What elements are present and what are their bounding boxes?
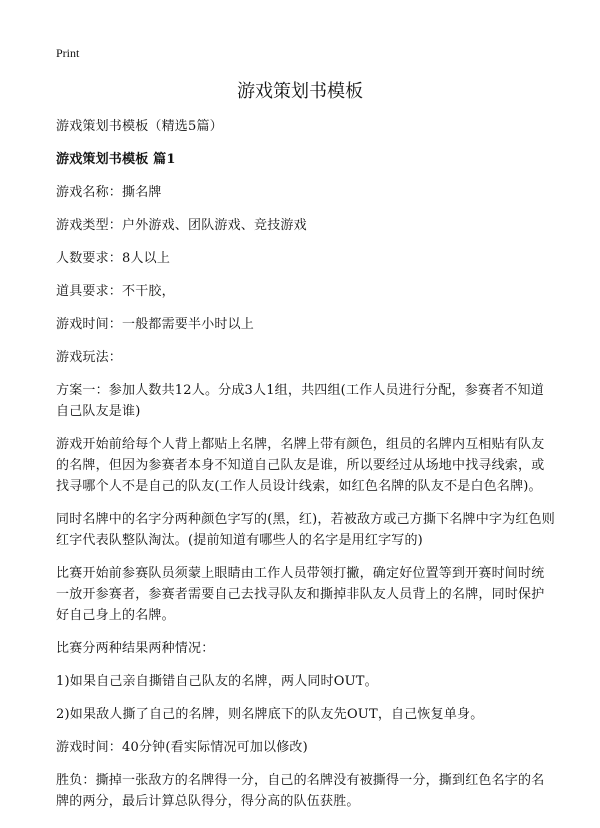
section-heading: 游戏策划书模板 篇1 <box>56 152 176 167</box>
paragraph-setup: 游戏开始前给每个人背上都贴上名牌，名牌上带有颜色，组员的名牌内互相贴有队友的名牌，但因为参赛者本身不知道自己队友是谁，所以要经过从场地中找寻线索，或找寻哪个人不是自己的队友(工作人员设计线索，如红色名牌的队友不是白色名牌)。 <box>56 437 545 494</box>
document-title: 游戏策划书模板 <box>237 81 363 102</box>
paragraph-start-rules: 比赛开始前参赛队员须蒙上眼睛由工作人员带领打撇，确定好位置等到开赛时间时统一放开参赛者，参赛者需要自己去找寻队友和撕掉非队友人员背上的名牌，同时保护好自己身上的名牌。 <box>56 566 545 623</box>
paragraph-gameplay-label: 游戏玩法： <box>56 350 123 365</box>
paragraph-outcomes-label: 比赛分两种结果两种情况： <box>56 641 215 656</box>
paragraph-name-colors: 同时名牌中的名字分两种颜色字写的(黑，红)，若被敌方或己方撕下名牌中字为红色则红字代表队整队淘汰。(提前知道有哪些人的名字是用红字写的) <box>56 512 555 548</box>
paragraph-outcome-one: 1)如果自己亲自撕错自己队友的名牌，两人同时OUT。 <box>56 674 378 689</box>
paragraph-plan-one: 方案一：参加人数共12人。分成3人1组，共四组(工作人员进行分配，参赛者不知道自己队友是谁) <box>56 383 544 419</box>
document-body <box>56 116 556 824</box>
paragraph-outcome-two: 2)如果敌人撕了自己的名牌，则名牌底下的队友先OUT，自己恢复单身。 <box>56 707 484 722</box>
paragraph-game-type: 游戏类型：户外游戏、团队游戏、竞技游戏 <box>56 218 307 233</box>
print-link[interactable]: Print <box>56 46 80 60</box>
paragraph-props: 道具要求：不干胶， <box>56 284 175 299</box>
paragraph-player-count: 人数要求：8人以上 <box>56 251 171 266</box>
paragraph-duration: 游戏时间：一般都需要半小时以上 <box>56 317 255 332</box>
paragraph-scoring: 胜负：撕掉一张敌方的名牌得一分，自己的名牌没有被撕得一分，撕到红色名字的名牌的两分，最后计算总队得分，得分高的队伍获胜。 <box>56 773 545 809</box>
document-subtitle: 游戏策划书模板（精选5篇） <box>56 119 223 134</box>
paragraph-game-name: 游戏名称：撕名牌 <box>56 185 162 200</box>
paragraph-game-time: 游戏时间：40分钟(看实际情况可加以修改) <box>56 740 308 755</box>
